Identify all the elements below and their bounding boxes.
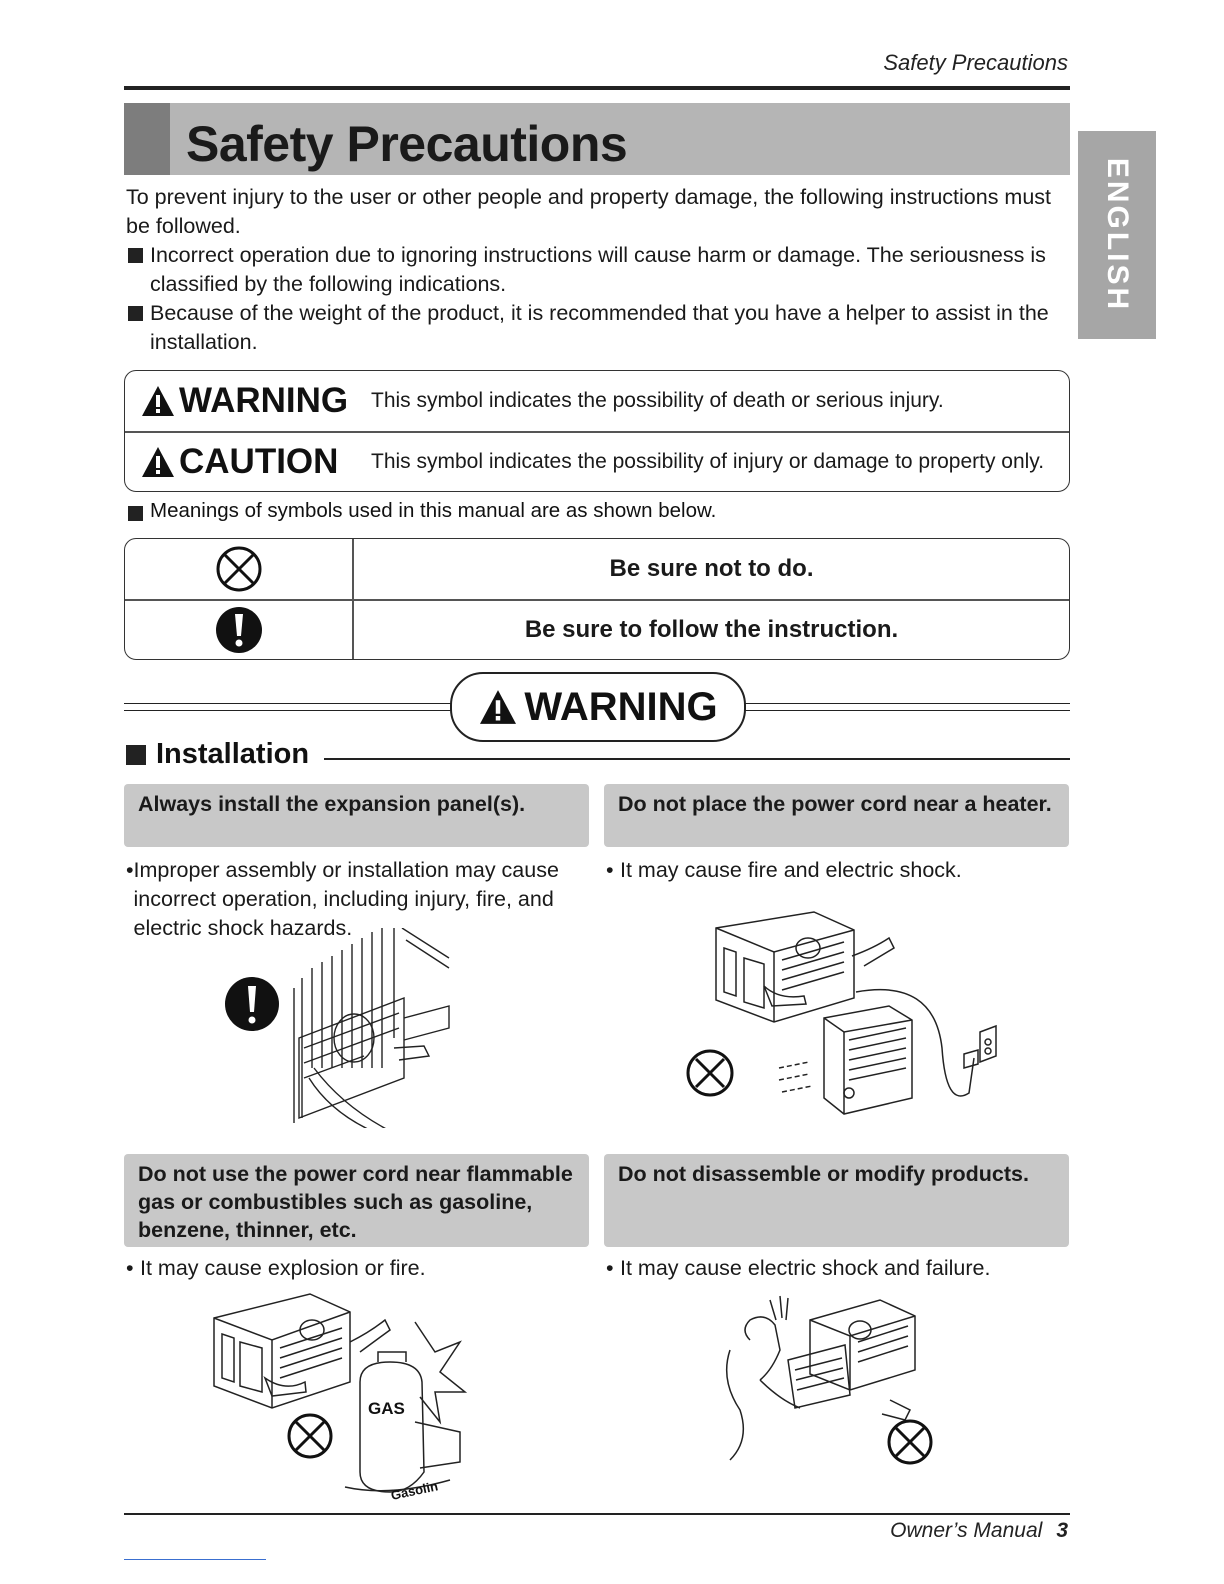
- dot-bullet-icon: •: [126, 1256, 134, 1280]
- language-tab: [1078, 131, 1156, 339]
- title-band: [124, 103, 1070, 175]
- intro-bullet: [126, 241, 1071, 299]
- mandatory-icon: [215, 606, 263, 654]
- illustration-expansion-panel: [224, 928, 464, 1128]
- item-text-block: [606, 1254, 1066, 1283]
- square-bullet-icon: [128, 248, 143, 263]
- illustration-gas: [210, 1282, 475, 1504]
- table-cell-text: Be sure not to do.: [609, 555, 814, 582]
- installation-illustration: [224, 928, 464, 1128]
- item-heading: Do not disassemble or modify products.: [604, 1154, 1069, 1247]
- disassemble-illustration: [710, 1290, 950, 1470]
- footer-rule: [124, 1513, 1070, 1515]
- item-text: It may cause electric shock and failure.: [620, 1256, 991, 1280]
- header-rule: [124, 86, 1070, 90]
- item-text: It may cause explosion or fire.: [140, 1256, 426, 1280]
- symbol-table: [124, 538, 1070, 660]
- heater-illustration: [684, 908, 1014, 1130]
- warning-signal: [141, 381, 348, 421]
- item-text-block: [126, 1254, 586, 1283]
- table-cell-icon: [125, 539, 352, 599]
- intro-block: [126, 183, 1071, 357]
- footer-label: Owner’s Manual: [890, 1519, 1043, 1542]
- gasoline-label: Gasolin: [389, 1478, 440, 1503]
- warning-triangle-icon: [478, 689, 518, 725]
- caution-word: CAUTION: [179, 442, 339, 481]
- intro-paragraph: To prevent injury to the user or other people and property damage, the following instructions must be followed.: [126, 185, 1052, 238]
- item-heading: Always install the expansion panel(s).: [124, 784, 589, 847]
- item-text-block: [606, 856, 1066, 885]
- intro-bullet-text: Because of the weight of the product, it is recommended that you have a helper to assist in the installation.: [150, 301, 1049, 354]
- square-bullet-icon: [128, 306, 143, 321]
- warning-banner: [450, 672, 746, 742]
- language-tab-label: ENGLISH: [1101, 157, 1134, 313]
- intro-bullet-text: Incorrect operation due to ignoring instructions will cause harm or damage. The seriousness is classified by the following indications.: [150, 243, 1046, 296]
- running-header: Safety Precautions: [883, 50, 1068, 75]
- item-text: Improper assembly or installation may cause incorrect operation, including injury, fire, and electric shock hazards.: [133, 858, 559, 940]
- prohibited-icon: [215, 545, 263, 593]
- meanings-note: [126, 499, 1224, 523]
- gas-illustration: [210, 1282, 475, 1504]
- warning-word: WARNING: [179, 381, 349, 420]
- section-rule: [324, 758, 1070, 760]
- signal-row-caution: [125, 432, 1069, 492]
- banner-rule-left: [124, 703, 452, 711]
- square-bullet-icon: [126, 745, 146, 765]
- warning-banner-text: WARNING: [524, 684, 718, 729]
- illustration-heater: [684, 908, 1014, 1130]
- bottom-link-underline: [124, 1559, 266, 1560]
- table-cell-text: Be sure to follow the instruction.: [524, 616, 899, 643]
- title-band-stub: [124, 103, 170, 175]
- caution-description: This symbol indicates the possibility of injury or damage to property only.: [371, 450, 1045, 473]
- square-bullet-icon: [128, 506, 143, 521]
- warning-triangle-icon: [141, 385, 175, 417]
- caution-triangle-icon: [141, 446, 175, 478]
- section-heading: [126, 738, 309, 771]
- table-cell-icon: [125, 600, 352, 660]
- dot-bullet-icon: •: [606, 858, 614, 882]
- illustration-disassemble: [710, 1290, 950, 1470]
- item-text: It may cause fire and electric shock.: [620, 858, 962, 882]
- footer: [890, 1519, 1068, 1543]
- signal-row-warning: [125, 371, 1069, 431]
- section-title: Installation: [156, 738, 310, 770]
- gas-label: GAS: [368, 1399, 405, 1418]
- item-heading: Do not use the power cord near flammable gas or combustibles such as gasoline, benzene, thinner, etc.: [124, 1154, 589, 1247]
- page-number: 3: [1056, 1519, 1068, 1542]
- banner-rule-right: [740, 703, 1070, 711]
- warning-description: This symbol indicates the possibility of death or serious injury.: [371, 389, 944, 412]
- item-heading: Do not place the power cord near a heater.: [604, 784, 1069, 847]
- signal-word-box: [124, 370, 1070, 492]
- page-title: Safety Precautions: [186, 116, 628, 172]
- intro-bullet: [126, 299, 1071, 357]
- caution-signal: [141, 442, 338, 482]
- dot-bullet-icon: •: [126, 858, 134, 882]
- dot-bullet-icon: •: [606, 1256, 614, 1280]
- meanings-text: Meanings of symbols used in this manual are as shown below.: [150, 499, 717, 522]
